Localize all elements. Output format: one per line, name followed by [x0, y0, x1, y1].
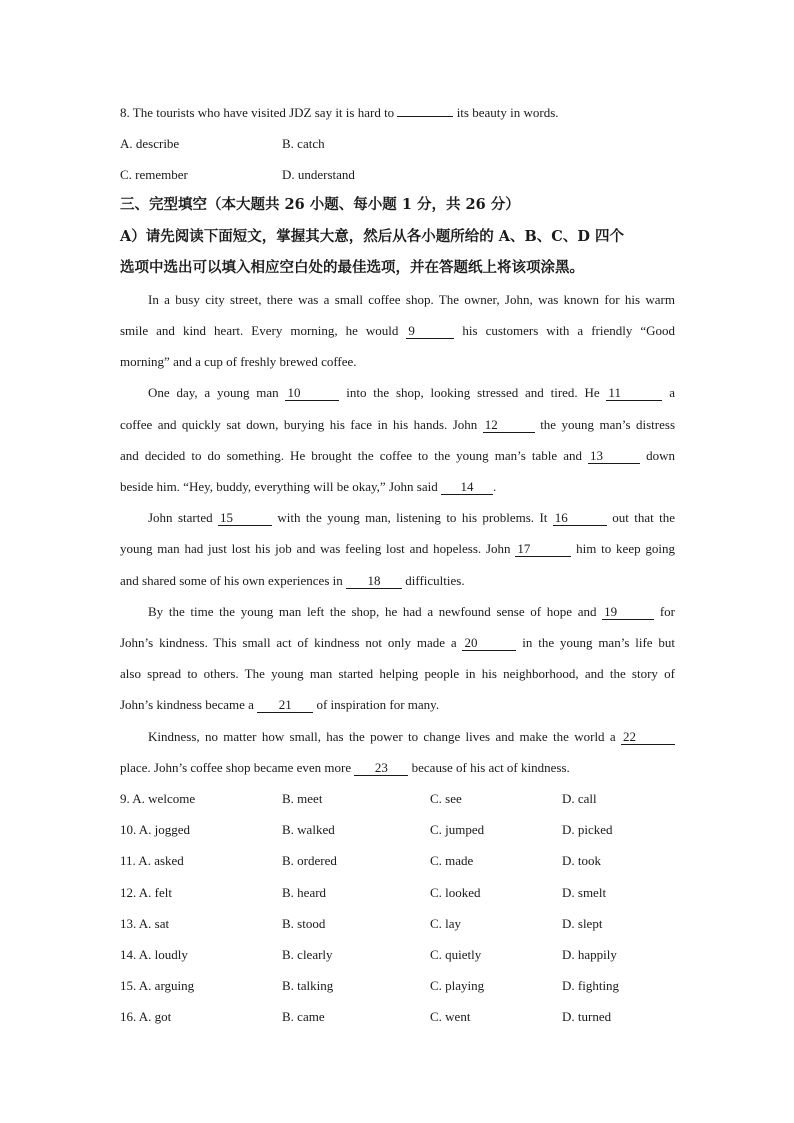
passage-line: coffee and quickly sat down, burying his face in his hands. John 12 the young man’s distress [120, 417, 675, 432]
option-d: D. took [562, 853, 601, 868]
option-d: D. slept [562, 916, 603, 931]
blank-16: 16 [553, 511, 607, 526]
passage-line: By the time the young man left the shop, he had a newfound sense of hope and 19 for [148, 604, 675, 619]
blank-12: 12 [483, 418, 535, 433]
passage-line: morning” and a cup of freshly brewed coffee. [120, 354, 357, 369]
section-instruction-2: 选项中选出可以填入相应空白处的最佳选项，并在答题纸上将该项涂黑。 [120, 259, 584, 276]
q8-option-a: A. describe [120, 136, 180, 151]
blank-15: 15 [218, 511, 272, 526]
q8-blank [397, 116, 453, 117]
option-b: B. walked [282, 822, 335, 837]
passage-line: Kindness, no matter how small, has the power to change lives and make the world a 22 [148, 728, 675, 746]
q8-option-b: B. catch [282, 136, 325, 151]
blank-14: 14 [441, 480, 493, 495]
option-b: B. stood [282, 916, 326, 931]
q8-stem-text: 8. The tourists who have visited JDZ say it is hard to [120, 105, 398, 120]
option-b: B. talking [282, 978, 334, 993]
option-a: 14. A. loudly [120, 947, 188, 962]
option-d: D. fighting [562, 978, 620, 993]
option-b: B. ordered [282, 853, 337, 868]
blank-22: 22 [621, 730, 675, 745]
option-a: 9. A. welcome [120, 791, 196, 806]
option-a: 11. A. asked [120, 853, 184, 868]
blank-9: 9 [406, 324, 454, 339]
option-c: C. looked [430, 885, 481, 900]
passage-line: In a busy city street, there was a small coffee shop. The owner, John, was known for his warm [148, 292, 675, 307]
passage-line: One day, a young man 10 into the shop, looking stressed and tired. He 11 a [148, 385, 675, 400]
option-c: C. jumped [430, 822, 485, 837]
option-a: 15. A. arguing [120, 978, 195, 993]
q8-stem [120, 104, 675, 122]
option-a: 12. A. felt [120, 885, 172, 900]
blank-13: 13 [588, 449, 640, 464]
option-d: D. call [562, 791, 597, 806]
option-c: C. made [430, 853, 474, 868]
passage-line: place. John’s coffee shop became even more 23 because of his act of kindness. [120, 760, 570, 775]
option-b: B. meet [282, 791, 323, 806]
passage-line: smile and kind heart. Every morning, he would 9 his customers with a friendly “Good [120, 323, 676, 338]
passage-line: also spread to others. The young man started helping people in his neighborhood, and the story of [120, 666, 675, 681]
option-c: C. quietly [430, 947, 482, 962]
blank-23: 23 [354, 761, 408, 776]
option-a: 13. A. sat [120, 916, 170, 931]
passage-line: and shared some of his own experiences in 18 difficulties. [120, 573, 465, 588]
option-b: B. heard [282, 885, 327, 900]
blank-21: 21 [257, 698, 313, 713]
q8-option-c: C. remember [120, 167, 188, 182]
option-c: C. lay [430, 916, 462, 931]
passage-line: beside him. “Hey, buddy, everything will be okay,” John said 14 . [120, 479, 497, 494]
q8-stem-text-end: its beauty in words. [453, 105, 559, 120]
q8-option-d: D. understand [282, 167, 355, 182]
blank-18: 18 [346, 574, 402, 589]
option-b: B. clearly [282, 947, 333, 962]
blank-17: 17 [515, 542, 571, 557]
section-heading: 三、完型填空（本大题共 26 小题、每小题 1 分，共 26 分） [120, 196, 520, 213]
section-instruction-1: A）请先阅读下面短文，掌握其大意，然后从各小题所给的 A、B、C、D 四个 [120, 228, 624, 245]
blank-10: 10 [285, 386, 339, 401]
passage-line: young man had just lost his job and was feeling lost and hopeless. John 17 him to keep going [120, 541, 675, 556]
option-d: D. picked [562, 822, 613, 837]
blank-19: 19 [602, 605, 654, 620]
blank-11: 11 [606, 386, 662, 401]
option-c: C. went [430, 1009, 471, 1024]
option-d: D. smelt [562, 885, 607, 900]
blank-20: 20 [462, 636, 516, 651]
option-c: C. playing [430, 978, 485, 993]
passage-line: John’s kindness. This small act of kindness not only made a 20 in the young man’s life but [120, 635, 676, 650]
option-a: 16. A. got [120, 1009, 172, 1024]
option-b: B. came [282, 1009, 325, 1024]
option-d: D. turned [562, 1009, 612, 1024]
option-c: C. see [430, 791, 462, 806]
option-d: D. happily [562, 947, 617, 962]
passage-line: John’s kindness became a 21 of inspiration for many. [120, 697, 440, 712]
passage-line: John started 15 with the young man, listening to his problems. It 16 out that the [148, 510, 675, 525]
passage-line: and decided to do something. He brought the coffee to the young man’s table and 13 down [120, 448, 676, 463]
option-a: 10. A. jogged [120, 822, 191, 837]
